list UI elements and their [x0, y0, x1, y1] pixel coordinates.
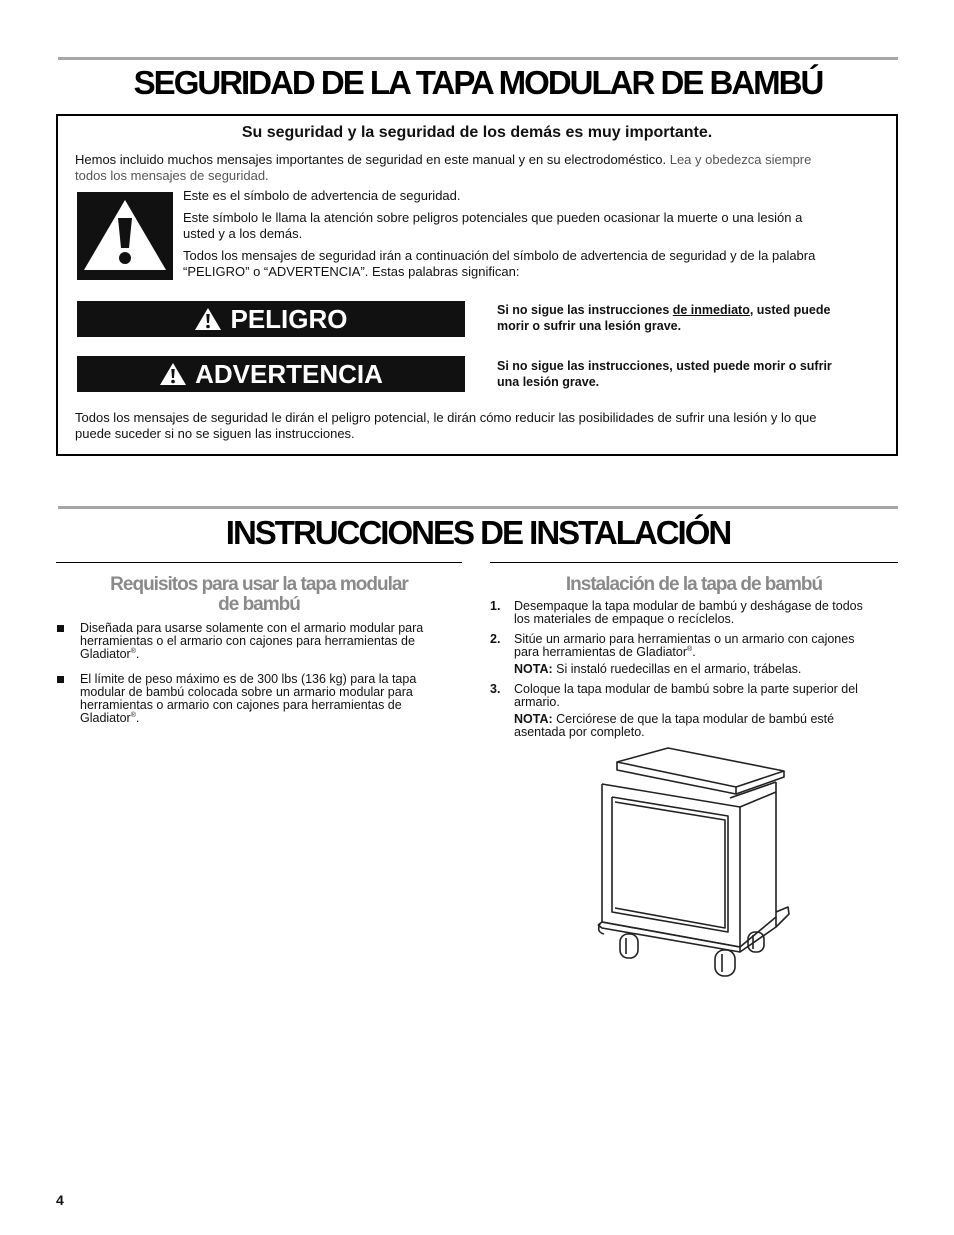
- req-2-a: El límite de peso máximo es de 300 lbs (136 kg) para la tapa: [80, 672, 417, 686]
- step-1-a: Desempaque la tapa modular de bambú y deshágase de todos: [514, 599, 863, 613]
- registered-mark: ®: [130, 711, 136, 719]
- list-item: [56, 673, 456, 725]
- step-2-end: .: [692, 645, 696, 659]
- installation-steps: [490, 600, 890, 746]
- list-item: [490, 633, 890, 676]
- step-number: 3.: [490, 682, 501, 696]
- list-item: [490, 683, 890, 739]
- symbol-text-3b: “PELIGRO” o “ADVERTENCIA”. Estas palabras significan:: [183, 264, 520, 279]
- intro-text-grey-2: todos los mensajes de seguridad.: [75, 168, 269, 183]
- symbol-text-2b: usted y a los demás.: [183, 226, 303, 241]
- footer-b: puede suceder si no se siguen las instrucciones.: [75, 426, 355, 441]
- requirements-heading: [56, 575, 462, 615]
- warning-banner: [77, 356, 465, 392]
- intro-text: Hemos incluido muchos mensajes importantes de seguridad en este manual y en su electrodoméstico.: [75, 152, 667, 167]
- req-2-end: .: [135, 711, 140, 725]
- page-number: 4: [56, 1192, 64, 1208]
- req-1-a: Diseñada para usarse solamente con el armario modular para: [80, 621, 424, 635]
- symbol-text-2: [183, 210, 888, 242]
- step-1-b: los materiales de empaque o recíclelos.: [514, 612, 735, 626]
- step-2-a: Sitúe un armario para herramientas o un armario con cajones: [514, 632, 855, 646]
- left-column-rule: [56, 562, 462, 563]
- top-rule: [58, 57, 898, 60]
- registered-mark: ®: [130, 647, 136, 655]
- req-2-d: Gladiator: [80, 711, 131, 725]
- install-rule: [58, 506, 898, 509]
- req-2-c: herramientas o armario con cajones para herramientas de: [80, 698, 402, 712]
- step-number: 2.: [490, 632, 501, 646]
- installation-heading: Instalación de la tapa de bambú: [565, 574, 823, 595]
- step-3-b: armario.: [514, 695, 560, 709]
- requirements-heading-b: de bambú: [218, 594, 300, 615]
- step-3-note: [514, 713, 890, 739]
- warning-desc-a: Si no sigue las instrucciones, usted puede morir o sufrir: [497, 359, 832, 373]
- danger-desc-b: , usted puede: [749, 303, 831, 317]
- symbol-text-3: [183, 248, 888, 280]
- step-2-note: [514, 663, 890, 676]
- danger-description: [497, 302, 887, 334]
- warning-description: [497, 358, 887, 390]
- safety-intro: [75, 152, 890, 184]
- list-item: [490, 600, 890, 626]
- warning-small-icon: [194, 306, 222, 332]
- registered-mark: ®: [687, 645, 693, 653]
- requirements-list: [56, 622, 456, 737]
- footer-a: Todos los mensajes de seguridad le dirán el peligro potencial, le dirán cómo reducir las posibilidades de sufrir una lesión y lo que: [75, 410, 817, 425]
- req-1-c: Gladiator: [80, 647, 131, 661]
- requirements-heading-a: Requisitos para usar la tapa modular: [110, 574, 408, 595]
- step-3-a: Coloque la tapa modular de bambú sobre la parte superior del: [514, 682, 858, 696]
- right-column-rule: [490, 562, 898, 563]
- step-number: 1.: [490, 599, 501, 613]
- req-1-b: herramientas o el armario con cajones para herramientas de: [80, 634, 415, 648]
- safety-footer: [75, 410, 895, 442]
- bullet-square-icon: [57, 676, 64, 683]
- symbol-text-2a: Este símbolo le llama la atención sobre peligros potenciales que pueden ocasionar la muerte o una lesión a: [183, 210, 803, 225]
- note-text: Si instaló ruedecillas en el armario, trábelas.: [552, 662, 802, 676]
- danger-label: PELIGRO: [230, 303, 348, 334]
- cabinet-illustration: [590, 742, 800, 980]
- step-2-b: para herramientas de Gladiator: [514, 645, 688, 659]
- install-title: INSTRUCCIONES DE INSTALACIÓN: [225, 514, 731, 551]
- warning-triangle-icon: [77, 192, 173, 280]
- list-item: [56, 622, 456, 661]
- warning-desc-b: una lesión grave.: [497, 375, 600, 389]
- intro-text-grey: Lea y obedezca siempre: [669, 152, 812, 167]
- req-2-b: modular de bambú colocada sobre un armario modular para: [80, 685, 413, 699]
- note-text-b: asentada por completo.: [514, 725, 645, 739]
- bullet-square-icon: [57, 625, 64, 632]
- symbol-text-1: Este es el símbolo de advertencia de seguridad.: [183, 188, 461, 203]
- note-label: NOTA:: [514, 712, 553, 726]
- safety-heading: Su seguridad y la seguridad de los demás es muy importante.: [241, 124, 713, 141]
- safety-box: [56, 114, 898, 456]
- note-text-a: Cerciórese de que la tapa modular de bambú esté: [552, 712, 835, 726]
- danger-desc-c: morir o sufrir una lesión grave.: [497, 319, 682, 333]
- danger-desc-a: Si no sigue las instrucciones: [497, 303, 673, 317]
- req-1-end: .: [135, 647, 140, 661]
- warning-small-icon: [159, 361, 187, 387]
- danger-desc-underline: de inmediato: [672, 303, 750, 317]
- warning-label: ADVERTENCIA: [195, 358, 383, 389]
- note-label: NOTA:: [514, 662, 553, 676]
- safety-title: SEGURIDAD DE LA TAPA MODULAR DE BAMBÚ: [133, 64, 823, 101]
- danger-banner: [77, 301, 465, 337]
- symbol-text-3a: Todos los mensajes de seguridad irán a continuación del símbolo de advertencia de seguridad y de la palabra: [183, 248, 816, 263]
